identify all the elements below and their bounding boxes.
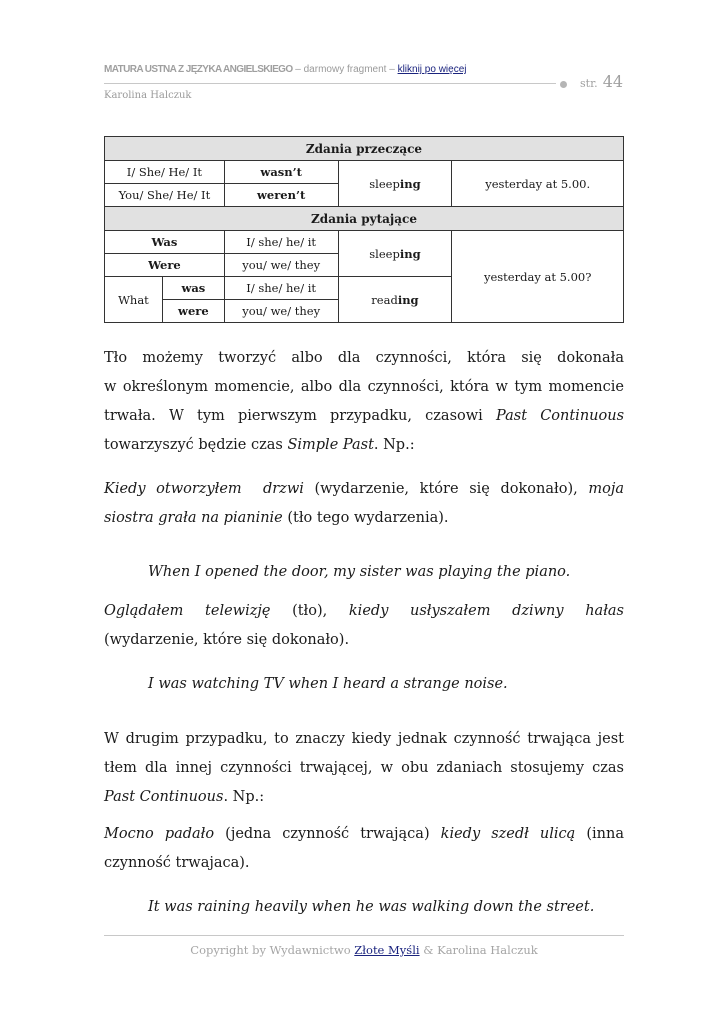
text-line: tłem dla innej czynności trwającej, w obu zdaniach stosujemy czas (104, 760, 624, 776)
text-line: (wydarzenie, które się dokonało). (104, 632, 350, 648)
q-subject-2: you/ we/ they (224, 254, 338, 277)
example-clause: siostra grała na pianinie (104, 510, 283, 526)
paragraph-intro (104, 344, 624, 460)
bullet-icon (560, 81, 567, 88)
neg-verb-ending: ing (399, 176, 421, 191)
header-separator: – (295, 64, 301, 75)
grammar-table (104, 136, 624, 323)
example-2-pl (104, 597, 624, 655)
neg-verb-stem: sleep (369, 176, 400, 191)
example-clause: kiedy usłyszałem dziwny hałas (327, 603, 624, 619)
text-span: towarzyszyć będzie czas (104, 437, 283, 453)
example-clause: kiedy szedł ulicą (429, 826, 576, 842)
q-verb-1 (338, 231, 452, 277)
q-verb2-ending: ing (397, 292, 419, 307)
q-aux-2: Were (105, 254, 225, 277)
text-line: W drugim przypadku, to znaczy kiedy jednak czynność trwająca jest (104, 731, 624, 747)
example-clause: Mocno padało (104, 826, 215, 842)
text-span: . Np.: (223, 789, 265, 805)
q-time: yesterday at 5.00? (452, 231, 624, 323)
q-verb-2 (338, 277, 452, 323)
q-subject-1: I/ she/ he/ it (224, 231, 338, 254)
negative-header: Zdania przeczące (105, 137, 624, 161)
neg-subject-1: I/ She/ He/ It (105, 161, 225, 184)
page-number (580, 72, 623, 91)
page-footer (0, 943, 728, 957)
tense-name: Simple Past (287, 437, 374, 453)
q-aux-4: were (162, 300, 224, 323)
text-line: w określonym momencie, albo dla czynności, która w tym momencie (104, 379, 624, 395)
text-span: (tło), (270, 603, 328, 619)
example-1-en: When I opened the door, my sister was playing the piano. (148, 564, 571, 580)
text-line (104, 475, 624, 504)
neg-subject-2: You/ She/ He/ It (105, 184, 225, 207)
q-what: What (105, 277, 163, 323)
text-line: czynność trwajaca). (104, 855, 250, 871)
neg-verb (338, 161, 452, 207)
paragraph-second-case (104, 725, 624, 812)
q-subject-4: you/ we/ they (224, 300, 338, 323)
header-author: Karolina Halczuk (104, 90, 192, 101)
q-aux-1: Was (105, 231, 225, 254)
example-clause: Kiedy otworzyłem drzwi (104, 481, 304, 497)
neg-time: yesterday at 5.00. (452, 161, 624, 207)
more-link[interactable]: kliknij po więcej (397, 64, 467, 75)
footer-prefix: Copyright by Wydawnictwo (190, 943, 355, 957)
question-header: Zdania pytające (105, 207, 624, 231)
page-label: str. (580, 77, 598, 90)
text-line (104, 431, 624, 460)
q-subject-3: I/ she/ he/ it (224, 277, 338, 300)
publisher-link[interactable]: Złote Myśli (354, 943, 420, 957)
book-title: MATURA USTNA Z JĘZYKA ANGIELSKIEGO (104, 64, 293, 75)
free-fragment-label: darmowy fragment (303, 64, 387, 75)
example-clause: moja (577, 481, 624, 497)
example-2-en: I was watching TV when I heard a strange noise. (148, 676, 508, 692)
neg-aux-1: wasn’t (224, 161, 338, 184)
text-line: Tło możemy tworzyć albo dla czynności, która się dokonała (104, 350, 624, 366)
text-span: (inna (575, 826, 624, 842)
header-separator: – (389, 64, 395, 75)
text-line (104, 402, 624, 431)
q-verb1-stem: sleep (369, 246, 400, 261)
tense-name: Past Continuous (496, 408, 625, 424)
header-rule (104, 83, 556, 84)
example-clause: Oglądałem telewizję (104, 603, 271, 619)
footer-suffix: & Karolina Halczuk (419, 943, 538, 957)
text-span: trwała. W tym pierwszym przypadku, czasowi (104, 408, 483, 424)
neg-aux-2: weren’t (224, 184, 338, 207)
text-span: . Np.: (373, 437, 415, 453)
footer-rule (104, 935, 624, 936)
text-span: (jedna czynność trwająca) (214, 826, 430, 842)
header-line (104, 64, 624, 75)
example-3-pl (104, 820, 624, 878)
q-verb1-ending: ing (399, 246, 421, 261)
example-1-pl (104, 475, 624, 533)
page-number-value: 44 (602, 72, 624, 91)
text-span: (tło tego wydarzenia). (282, 510, 449, 526)
text-line (104, 783, 624, 812)
page-header (104, 64, 624, 101)
text-line (104, 597, 624, 626)
text-line (104, 504, 624, 533)
tense-name: Past Continuous (104, 789, 224, 805)
example-3-en: It was raining heavily when he was walking down the street. (148, 899, 595, 915)
q-verb2-stem: read (371, 292, 398, 307)
text-span: (wydarzenie, które się dokonało), (303, 481, 578, 497)
text-line (104, 820, 624, 849)
q-aux-3: was (162, 277, 224, 300)
